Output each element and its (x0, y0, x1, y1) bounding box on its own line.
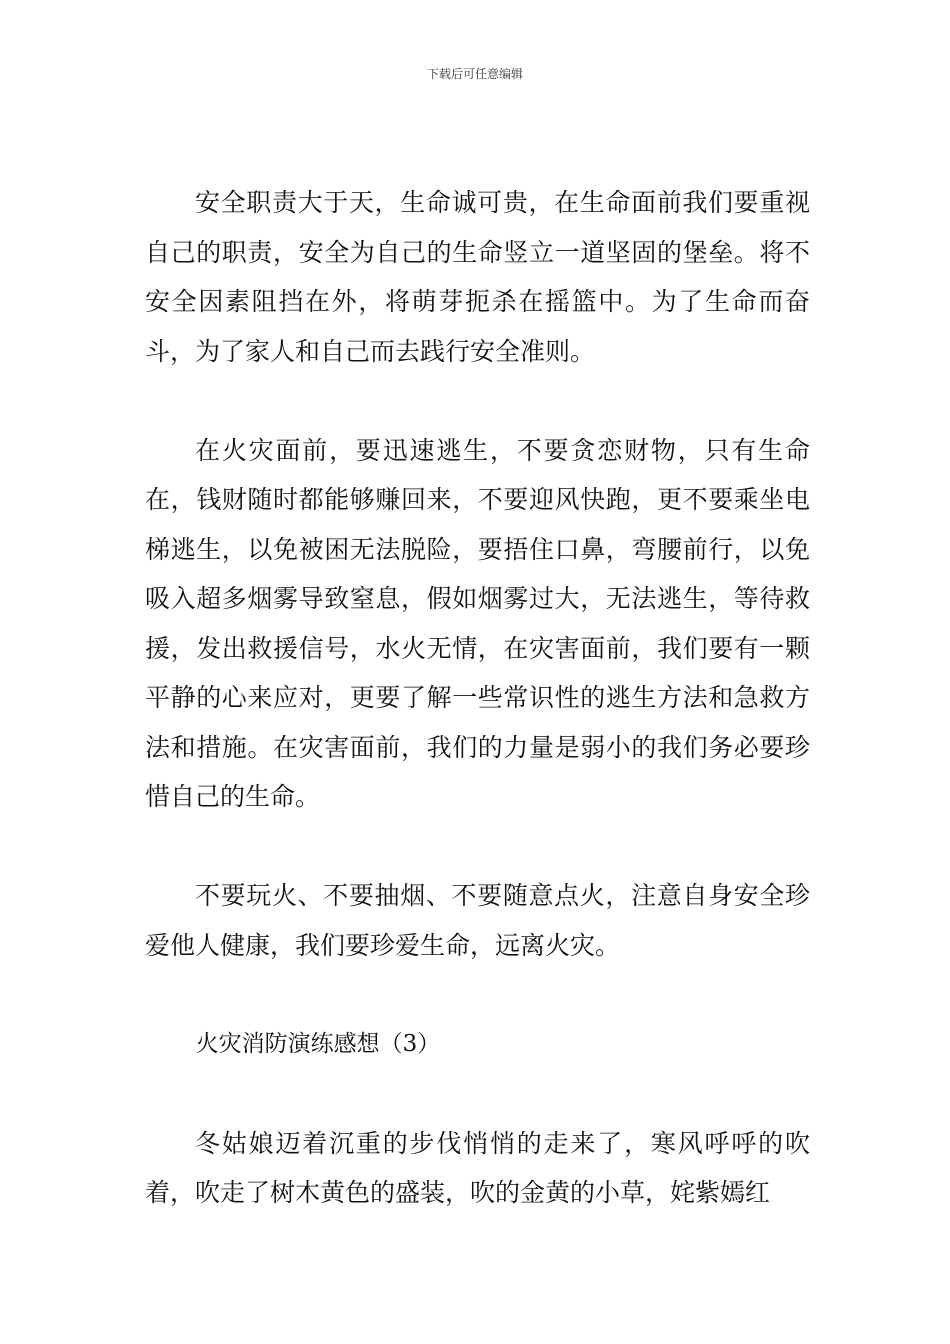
paragraph-fire-prevention: 不要玩火、不要抽烟、不要随意点火，注意自身安全珍爱他人健康，我们要珍爱生命，远离火灾。 (145, 881, 810, 960)
paragraph-gap (145, 970, 810, 1020)
document-body (145, 178, 810, 1218)
section-title: 火灾消防演练感想（3） (195, 1030, 441, 1057)
page-header-note: 下载后可任意编辑 (426, 67, 523, 81)
paragraph-gap (145, 376, 810, 426)
paragraph-gap (145, 1069, 810, 1119)
paragraph-gap (145, 822, 810, 872)
paragraph-safety-responsibility: 安全职责大于天，生命诚可贵，在生命面前我们要重视自己的职责，安全为自己的生命竖立一道坚固的堡垒。将不安全因素阻挡在外，将萌芽扼杀在摇篮中。为了生命而奋斗，为了家人和自己而去践行安全准则。 (145, 188, 810, 366)
paragraph-winter-intro: 冬姑娘迈着沉重的步伐悄悄的走来了，寒风呼呼的吹着，吹走了树木黄色的盛装，吹的金黄的小草，姹紫嫣红 (145, 1128, 810, 1207)
paragraph-fire-escape: 在火灾面前，要迅速逃生，不要贪恋财物，只有生命在，钱财随时都能够赚回来，不要迎风快跑，更不要乘坐电梯逃生，以免被困无法脱险，要捂住口鼻，弯腰前行，以免吸入超多烟雾导致窒息，假如烟雾过大，无法逃生，等待救援，发出救援信号，水火无情，在灾害面前，我们要有一颗平静的心来应对，更要了解一些常识性的逃生方法和急救方法和措施。在灾害面前，我们的力量是弱小的我们务必要珍惜自己的生命。 (145, 435, 810, 811)
